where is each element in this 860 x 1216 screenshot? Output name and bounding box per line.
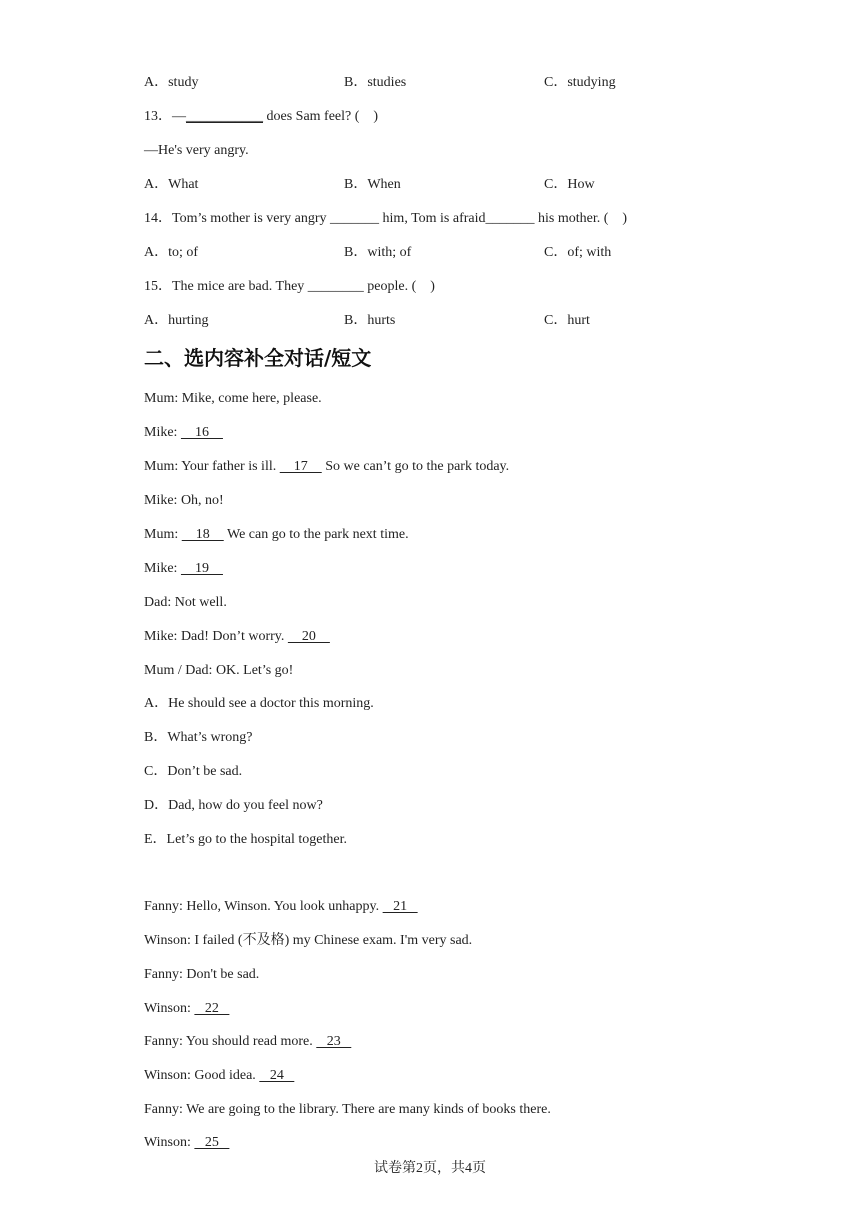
q15-option-b: B．hurts xyxy=(344,313,396,328)
dialog2-text: Fanny: Hello, Winson. You look unhappy. xyxy=(144,899,383,914)
q14-part-2: him, Tom is afraid xyxy=(379,211,486,226)
dialog2-text: Fanny: Don't be sad. xyxy=(144,967,260,982)
dialog1-line xyxy=(144,560,223,578)
q13-answer: —He's very angry. xyxy=(144,143,249,158)
dialog1-line xyxy=(144,424,223,442)
dialog1-text: Mum / Dad: OK. Let’s go! xyxy=(144,663,294,678)
q14-part-1: 14．Tom’s mother is very angry xyxy=(144,211,331,226)
q12-option-b: B．studies xyxy=(344,75,407,90)
dialog1-text: Mike: Dad! Don’t worry. xyxy=(144,629,288,644)
dialog1-text: Dad: Not well. xyxy=(144,595,227,610)
q14-option-c: C．of; with xyxy=(544,245,612,260)
dialog2-line xyxy=(144,1033,351,1051)
dialog2-line xyxy=(144,1000,229,1018)
dialog2-line xyxy=(144,898,418,916)
q13-prefix: 13．— xyxy=(144,109,186,124)
dialog1-line xyxy=(144,390,322,408)
dialog2-text: Fanny: We are going to the library. There are many kinds of books there. xyxy=(144,1102,551,1117)
dialog1-speaker: Mike: xyxy=(144,425,181,440)
dialog2-text: Fanny: You should read more. xyxy=(144,1034,317,1049)
q14-part-3: his mother. ( ) xyxy=(534,211,628,226)
dialog1-option-b: B．What’s wrong? xyxy=(144,730,253,745)
dialog1-text: Mike: Oh, no! xyxy=(144,493,224,508)
dialog2-blank-22: 22 xyxy=(194,1001,230,1016)
dialog1-blank-19: 19 xyxy=(180,561,223,576)
q15-question xyxy=(144,278,435,296)
q14-option-a: A．to; of xyxy=(144,245,199,260)
section-2-title: 二、选内容补全对话/短文 xyxy=(144,346,372,370)
q14-blank-2: _______ xyxy=(485,211,535,226)
dialog2-speaker: Winson: xyxy=(144,1001,195,1016)
dialog1-blank-20: 20 xyxy=(287,629,330,644)
dialog1-speaker: Mike: xyxy=(144,561,181,576)
dialog1-option-c: C．Don’t be sad. xyxy=(144,764,243,779)
dialog2-line xyxy=(144,966,259,984)
q15-option-a: A．hurting xyxy=(144,313,209,328)
q13-option-c: C．How xyxy=(544,177,595,192)
dialog2-blank-21: 21 xyxy=(382,899,418,914)
q15-blank: ________ xyxy=(307,279,364,294)
dialog1-line xyxy=(144,526,409,544)
q14-blank-1: _______ xyxy=(330,211,380,226)
q14-question xyxy=(144,210,627,228)
q13-question xyxy=(144,108,378,126)
dialog1-speaker: Mum: xyxy=(144,527,182,542)
dialog2-line xyxy=(144,1067,294,1085)
dialog1-line xyxy=(144,628,330,646)
dialog2-blank-25: 25 xyxy=(194,1135,230,1150)
q15-option-c: C．hurt xyxy=(544,313,590,328)
dialog1-line xyxy=(144,662,293,680)
dialog1-option-a: A．He should see a doctor this morning. xyxy=(144,696,374,711)
q15-part-2: people. ( ) xyxy=(363,279,435,294)
q13-rest: does Sam feel? ( ) xyxy=(263,109,379,124)
dialog2-speaker: Winson: xyxy=(144,1135,195,1150)
q13-option-a: A．What xyxy=(144,177,199,192)
dialog1-blank-16: 16 xyxy=(180,425,223,440)
dialog1-line xyxy=(144,458,509,476)
dialog1-blank-18: 18 xyxy=(181,527,224,542)
dialog2-line xyxy=(144,1101,551,1119)
dialog2-text: Winson: I failed (不及格) my Chinese exam. I'm very sad. xyxy=(144,933,473,948)
q14-option-b: B．with; of xyxy=(344,245,412,260)
dialog1-text-after: We can go to the park next time. xyxy=(223,527,409,542)
q12-option-c: C．studying xyxy=(544,75,616,90)
q13-blank: ___________ xyxy=(186,109,263,124)
dialog1-option-d: D．Dad, how do you feel now? xyxy=(144,798,323,813)
dialog2-text: Winson: Good idea. xyxy=(144,1068,260,1083)
q13-option-b: B．When xyxy=(344,177,401,192)
dialog1-text-after: So we can’t go to the park today. xyxy=(321,459,510,474)
q15-part-1: 15．The mice are bad. They xyxy=(144,279,308,294)
dialog1-text: Mum: Mike, come here, please. xyxy=(144,391,322,406)
dialog2-line xyxy=(144,932,472,950)
dialog1-option-e: E．Let’s go to the hospital together. xyxy=(144,832,347,847)
dialog2-blank-24: 24 xyxy=(259,1068,295,1083)
dialog1-line xyxy=(144,594,227,612)
page-footer: 试卷第2页，共4页 xyxy=(374,1161,486,1176)
dialog1-blank-17: 17 xyxy=(279,459,322,474)
dialog2-line xyxy=(144,1134,229,1152)
dialog1-text: Mum: Your father is ill. xyxy=(144,459,280,474)
dialog1-line xyxy=(144,492,224,510)
dialog2-blank-23: 23 xyxy=(316,1034,352,1049)
q12-option-a: A．study xyxy=(144,75,199,90)
